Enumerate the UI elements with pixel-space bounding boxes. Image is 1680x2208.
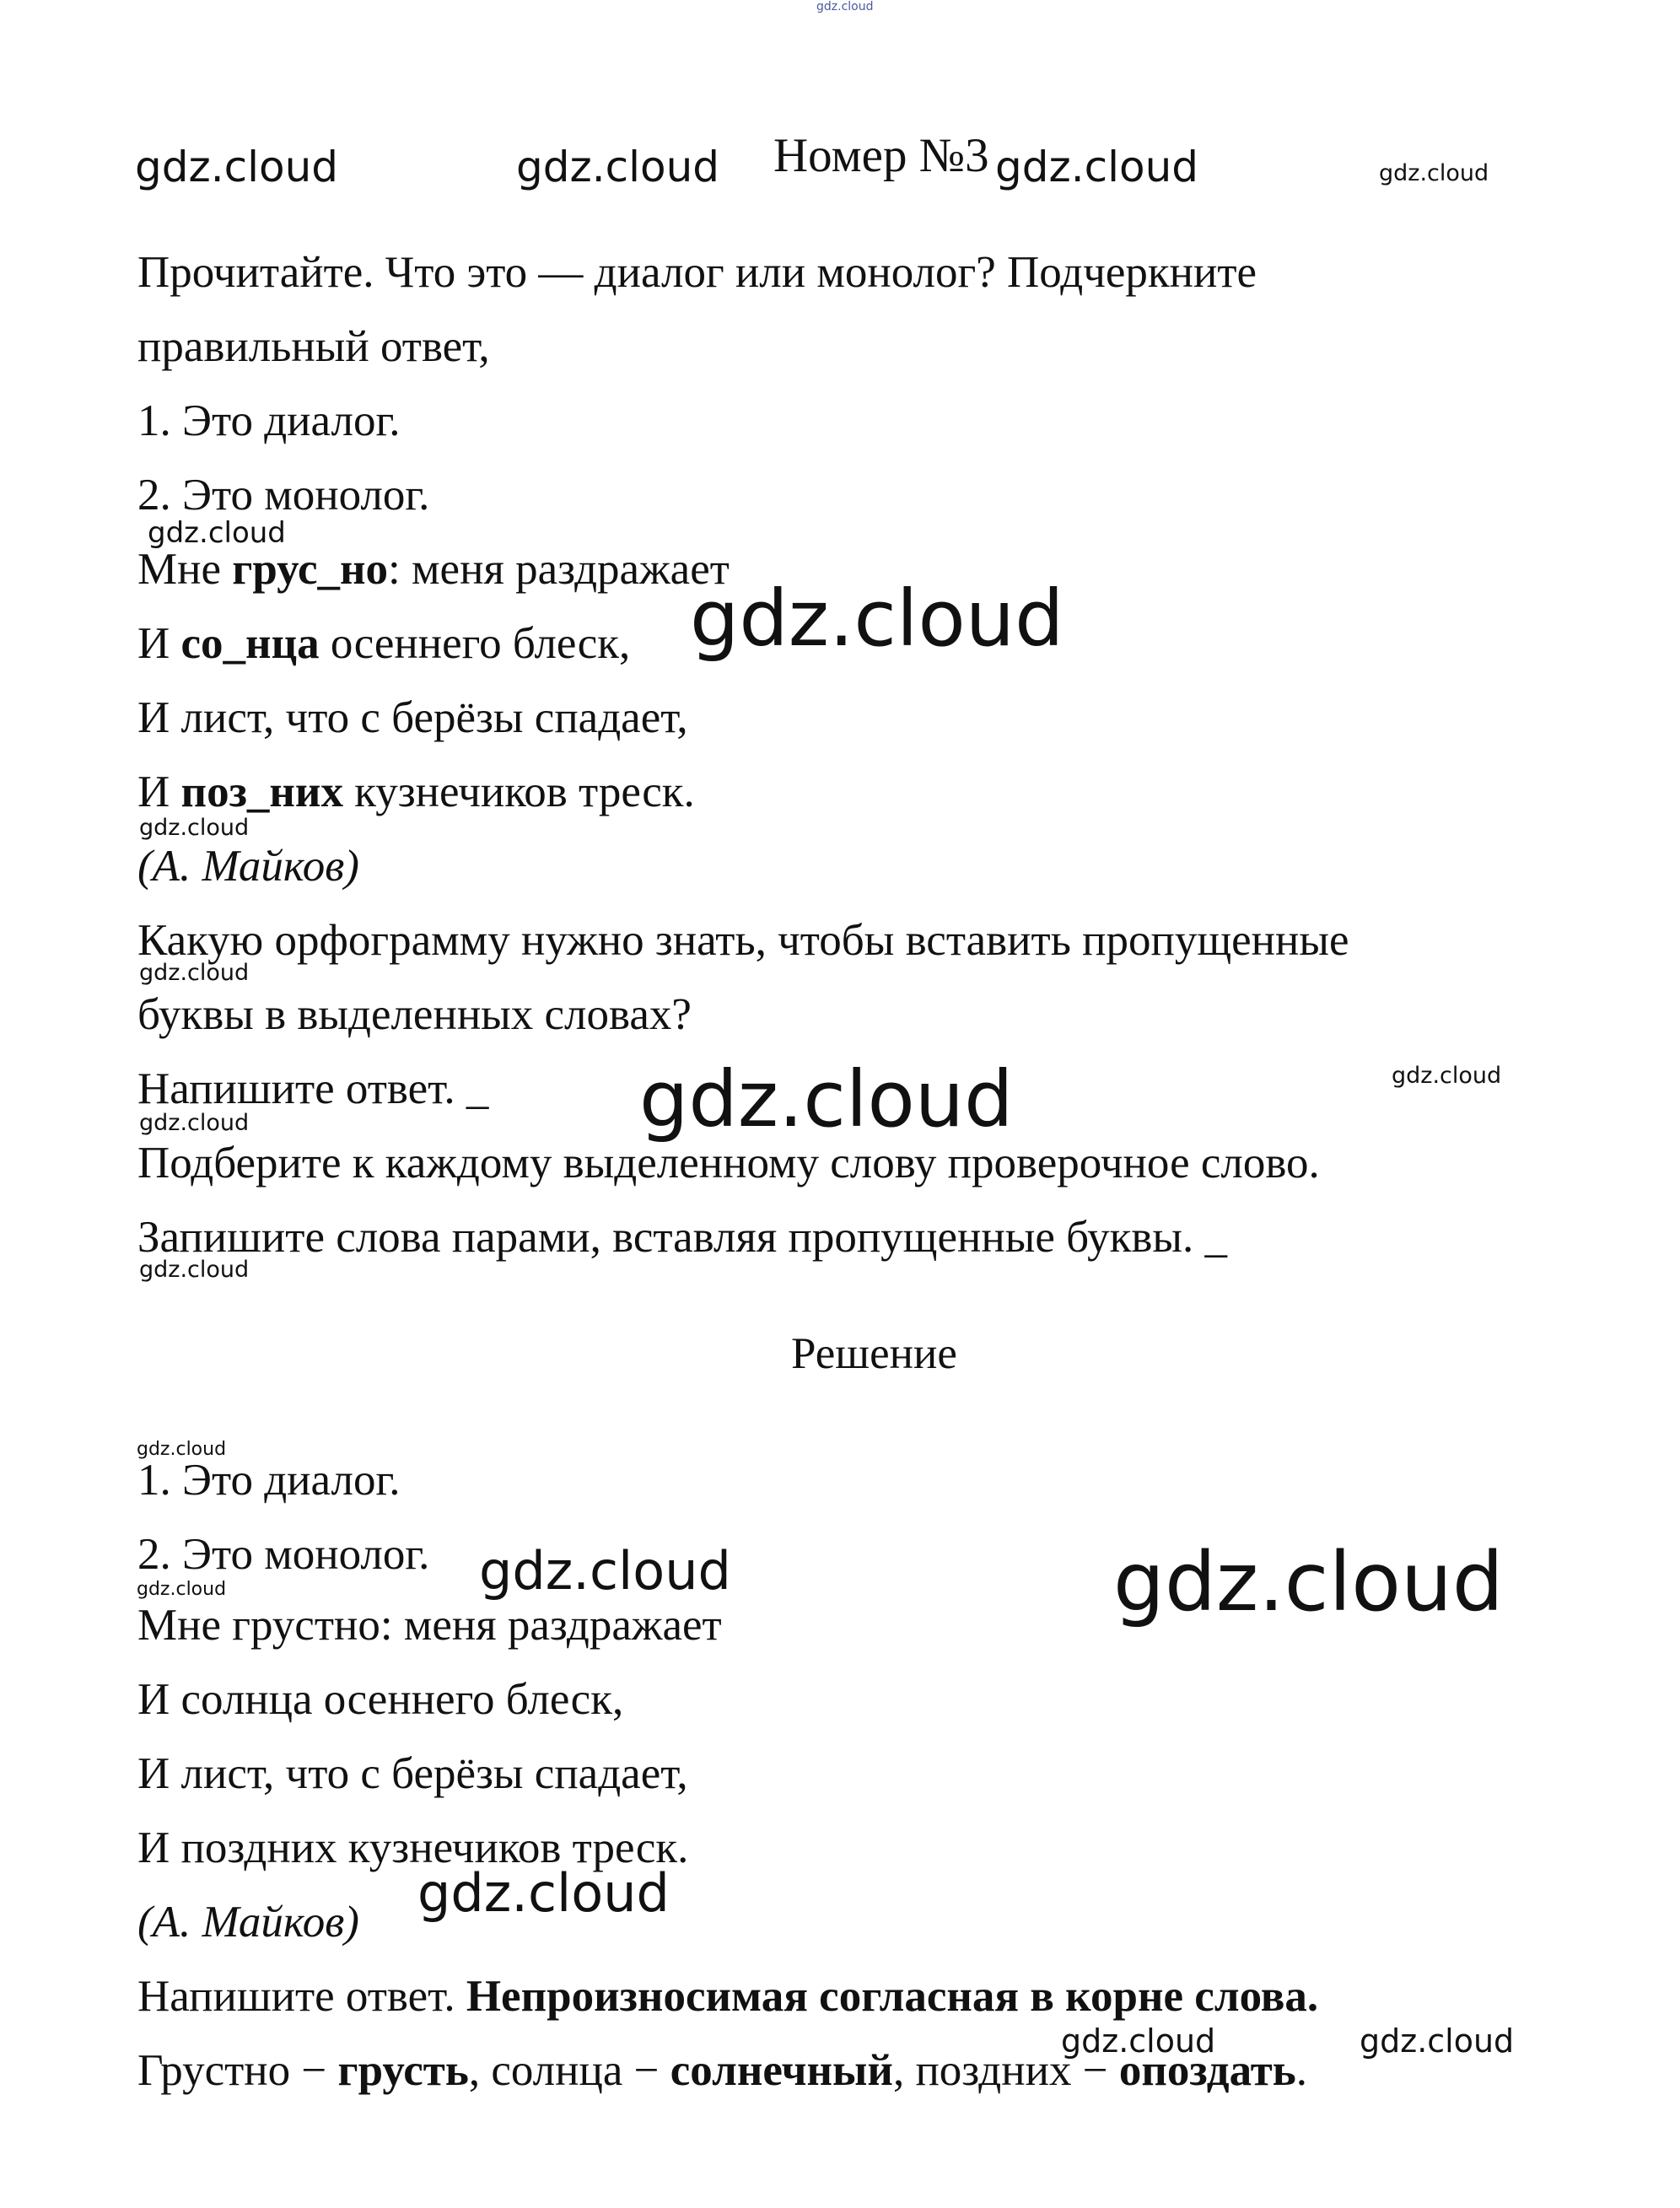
task-intro-line-1: Прочитайте. Что это — диалог или монолог? Подчеркните xyxy=(137,248,1257,297)
watermark-small: gdz.cloud xyxy=(148,516,286,550)
solution-poem-line-3: И лист, что с берёзы спадает, xyxy=(137,1749,688,1798)
write-answer-line: Напишите ответ. _ xyxy=(137,1064,489,1113)
watermark-small: gdz.cloud xyxy=(139,1257,250,1283)
solution-poem-line-4: И поздних кузнечиков треск. xyxy=(137,1823,689,1872)
solution-answer-bold: Непроизносимая согласная в корне слова. xyxy=(466,1972,1319,2021)
watermark-small: gdz.cloud xyxy=(139,815,250,841)
watermark-small: gdz.cloud xyxy=(139,960,250,986)
solution-poem-line-1: Мне грустно: меня раздражает xyxy=(137,1601,722,1650)
poem-line-1: Мне грус_но: меня раздражает xyxy=(137,545,730,594)
watermark-small: gdz.cloud xyxy=(1392,1063,1502,1089)
solution-heading: Решение xyxy=(791,1329,957,1378)
poem-author: (А. Майков) xyxy=(137,842,359,891)
watermark-large: gdz.cloud xyxy=(1113,1535,1504,1629)
poem-line-3: И лист, что с берёзы спадает, xyxy=(137,693,688,742)
watermark-large: gdz.cloud xyxy=(690,574,1064,664)
solution-option-1: 1. Это диалог. xyxy=(137,1456,401,1505)
watermark-small: gdz.cloud xyxy=(1360,2022,1515,2060)
watermark-small: gdz.cloud xyxy=(139,1110,250,1136)
solution-poem-line-2: И солнца осеннего блеск, xyxy=(137,1675,624,1724)
write-pairs-line: Запишите слова парами, вставляя пропущенные буквы. _ xyxy=(137,1213,1227,1262)
solution-answer-line: Напишите ответ. Непроизносимая согласная в корне слова. xyxy=(137,1972,1319,2021)
solution-option-2: 2. Это монолог. xyxy=(137,1530,430,1579)
solution-author: (А. Майков) xyxy=(137,1898,359,1947)
pick-check-word-line: Подберите к каждому выделенному слову проверочное слово. xyxy=(137,1139,1320,1187)
task-intro-line-2: правильный ответ, xyxy=(137,322,490,371)
task-option-1: 1. Это диалог. xyxy=(137,396,401,445)
watermark-medium: gdz.cloud xyxy=(479,1540,731,1602)
solution-pairs-line: Грустно − грусть, солнца − солнечный, поздних − опоздать. xyxy=(137,2046,1308,2095)
watermark-header-4: gdz.cloud xyxy=(1379,160,1489,186)
poem-line-4: И поз_них кузнечиков треск. xyxy=(137,767,695,816)
task-option-2: 2. Это монолог. xyxy=(137,471,430,520)
poem-bold-word-2: со_нца xyxy=(180,619,320,668)
watermark-small: gdz.cloud xyxy=(137,1439,227,1460)
watermark-header-2: gdz.cloud xyxy=(516,143,720,191)
watermark-large: gdz.cloud xyxy=(639,1054,1014,1144)
page-title: Номер №3 xyxy=(773,129,989,182)
watermark-header-1: gdz.cloud xyxy=(135,143,339,191)
poem-line-2: И со_нца осеннего блеск, xyxy=(137,619,631,668)
watermark-small: gdz.cloud xyxy=(1061,2022,1216,2060)
watermark-small: gdz.cloud xyxy=(137,1579,227,1600)
watermark-top: gdz.cloud xyxy=(816,0,874,13)
question-line-1: Какую орфограмму нужно знать, чтобы вставить пропущенные xyxy=(137,916,1349,965)
watermark-medium: gdz.cloud xyxy=(417,1862,670,1924)
question-line-2: буквы в выделенных словах? xyxy=(137,990,692,1039)
poem-bold-word-4: поз_них xyxy=(180,767,343,816)
poem-bold-word-1: грус_но xyxy=(232,545,389,594)
watermark-header-3: gdz.cloud xyxy=(995,143,1199,191)
